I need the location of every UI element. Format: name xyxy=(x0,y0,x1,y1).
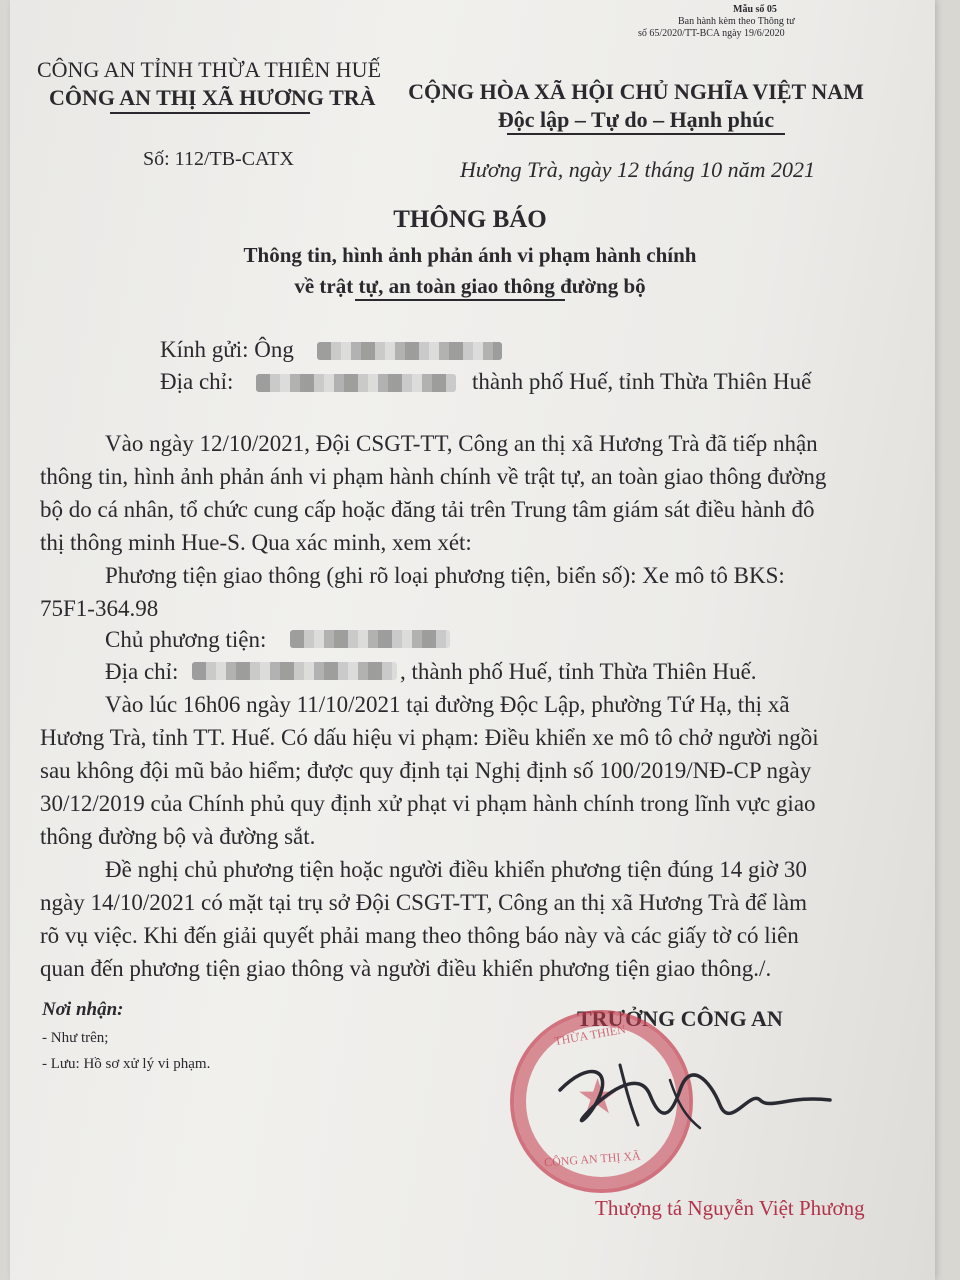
form-number-title: Mẫu số 05 xyxy=(733,4,777,15)
seal-bottom-text: CÔNG AN THỊ XÃ xyxy=(543,1148,642,1170)
document-title xyxy=(150,205,790,301)
p3-line2: Hương Trà, tỉnh TT. Huế. Có dấu hiệu vi phạm: Điều khiển xe mô tô chở người ngồi xyxy=(40,725,819,750)
paragraph-3 xyxy=(40,688,900,985)
title-sub2: về trật tự, an toàn giao thông đường bộ xyxy=(294,274,646,298)
p2-line2: 75F1-364.98 xyxy=(40,596,159,621)
handwritten-signature xyxy=(530,1050,850,1140)
seal-top-text: THỪA THIÊN xyxy=(553,1021,627,1049)
paragraph-1 xyxy=(40,427,900,625)
recipients-item-2: - Lưu: Hồ sơ xử lý vi phạm. xyxy=(42,1056,211,1072)
p4-line1: Đề nghị chủ phương tiện hoặc người điều khiển phương tiện đúng 14 giờ 30 xyxy=(105,857,807,882)
title-underline xyxy=(355,299,565,301)
title-sub1: Thông tin, hình ảnh phản ánh vi phạm hành chính xyxy=(243,243,697,267)
seal-star-icon: ★ xyxy=(576,1071,620,1124)
recipient-address-label: Địa chỉ: xyxy=(160,369,234,394)
agency-underline xyxy=(110,112,310,114)
national-motto: Độc lập – Tự do – Hạnh phúc xyxy=(497,107,775,132)
national-header xyxy=(405,78,867,134)
form-number-line1: Ban hành kèm theo Thông tư xyxy=(678,16,795,27)
title-main: THÔNG BÁO xyxy=(393,206,547,233)
p2-line1: Phương tiện giao thông (ghi rõ loại phương tiện, biển số): Xe mô tô BKS: xyxy=(105,563,785,588)
redacted-owner-address xyxy=(192,662,397,680)
p3-line1: Vào lúc 16h06 ngày 11/10/2021 tại đường Độc Lập, phường Tứ Hạ, thị xã xyxy=(105,692,790,717)
p3-line5: thông đường bộ và đường sắt. xyxy=(40,824,316,849)
p1-line3: bộ do cá nhân, tổ chức cung cấp hoặc đăng tải trên Trung tâm giám sát điều hành đô xyxy=(40,497,815,522)
agency-header xyxy=(37,56,417,112)
signature-title: TRƯỞNG CÔNG AN xyxy=(577,1006,783,1031)
recipients-block xyxy=(42,995,210,1077)
document-page xyxy=(10,0,935,1280)
owner-label: Chủ phương tiện: xyxy=(105,627,267,652)
p1-line1: Vào ngày 12/10/2021, Đội CSGT-TT, Công an thị xã Hương Trà đã tiếp nhận xyxy=(105,431,818,456)
redacted-owner-name xyxy=(290,630,450,648)
p4-line3: rõ vụ việc. Khi đến giải quyết phải mang theo thông báo này và các giấy tờ có liên xyxy=(40,923,799,948)
p4-line2: ngày 14/10/2021 có mặt tại trụ sở Đội CSGT-TT, Công an thị xã Hương Trà để làm xyxy=(40,890,807,915)
p4-line4: quan đến phương tiện giao thông và người điều khiển phương tiện giao thông./. xyxy=(40,956,772,981)
form-number xyxy=(638,4,795,40)
owner-address-label: Địa chỉ: xyxy=(105,659,179,684)
agency-parent: CÔNG AN TỈNH THỪA THIÊN HUẾ xyxy=(37,57,382,82)
redacted-recipient-name xyxy=(317,342,502,360)
owner-address-tail: , thành phố Huế, tỉnh Thừa Thiên Huế. xyxy=(400,659,757,684)
recipients-item-1: - Như trên; xyxy=(42,1030,109,1046)
national-title: CỘNG HÒA XÃ HỘI CHỦ NGHĨA VIỆT NAM xyxy=(408,79,864,104)
recipient-address-tail: thành phố Huế, tỉnh Thừa Thiên Huế xyxy=(472,369,812,394)
p1-line4: thị thông minh Hue-S. Qua xác minh, xem xét: xyxy=(40,530,472,555)
agency-name: CÔNG AN THỊ XÃ HƯƠNG TRÀ xyxy=(49,85,376,110)
signer-name: Thượng tá Nguyễn Việt Phương xyxy=(595,1196,865,1220)
reference-number: Số: 112/TB-CATX xyxy=(143,148,294,170)
motto-underline xyxy=(507,133,785,135)
form-number-line2: số 65/2020/TT-BCA ngày 19/6/2020 xyxy=(638,28,785,39)
recipient-label: Kính gửi: Ông xyxy=(160,337,294,362)
p3-line4: 30/12/2019 của Chính phủ quy định xử phạt vi phạm hành chính trong lĩnh vực giao xyxy=(40,791,816,816)
issue-date: Hương Trà, ngày 12 tháng 10 năm 2021 xyxy=(460,157,815,182)
recipients-label: Nơi nhận: xyxy=(42,999,124,1020)
redacted-recipient-address xyxy=(256,374,456,392)
p3-line3: sau không đội mũ bảo hiểm; được quy định tại Nghị định số 100/2019/NĐ-CP ngày xyxy=(40,758,812,783)
p1-line2: thông tin, hình ảnh phản ánh vi phạm hành chính về trật tự, an toàn giao thông đường xyxy=(40,464,827,489)
